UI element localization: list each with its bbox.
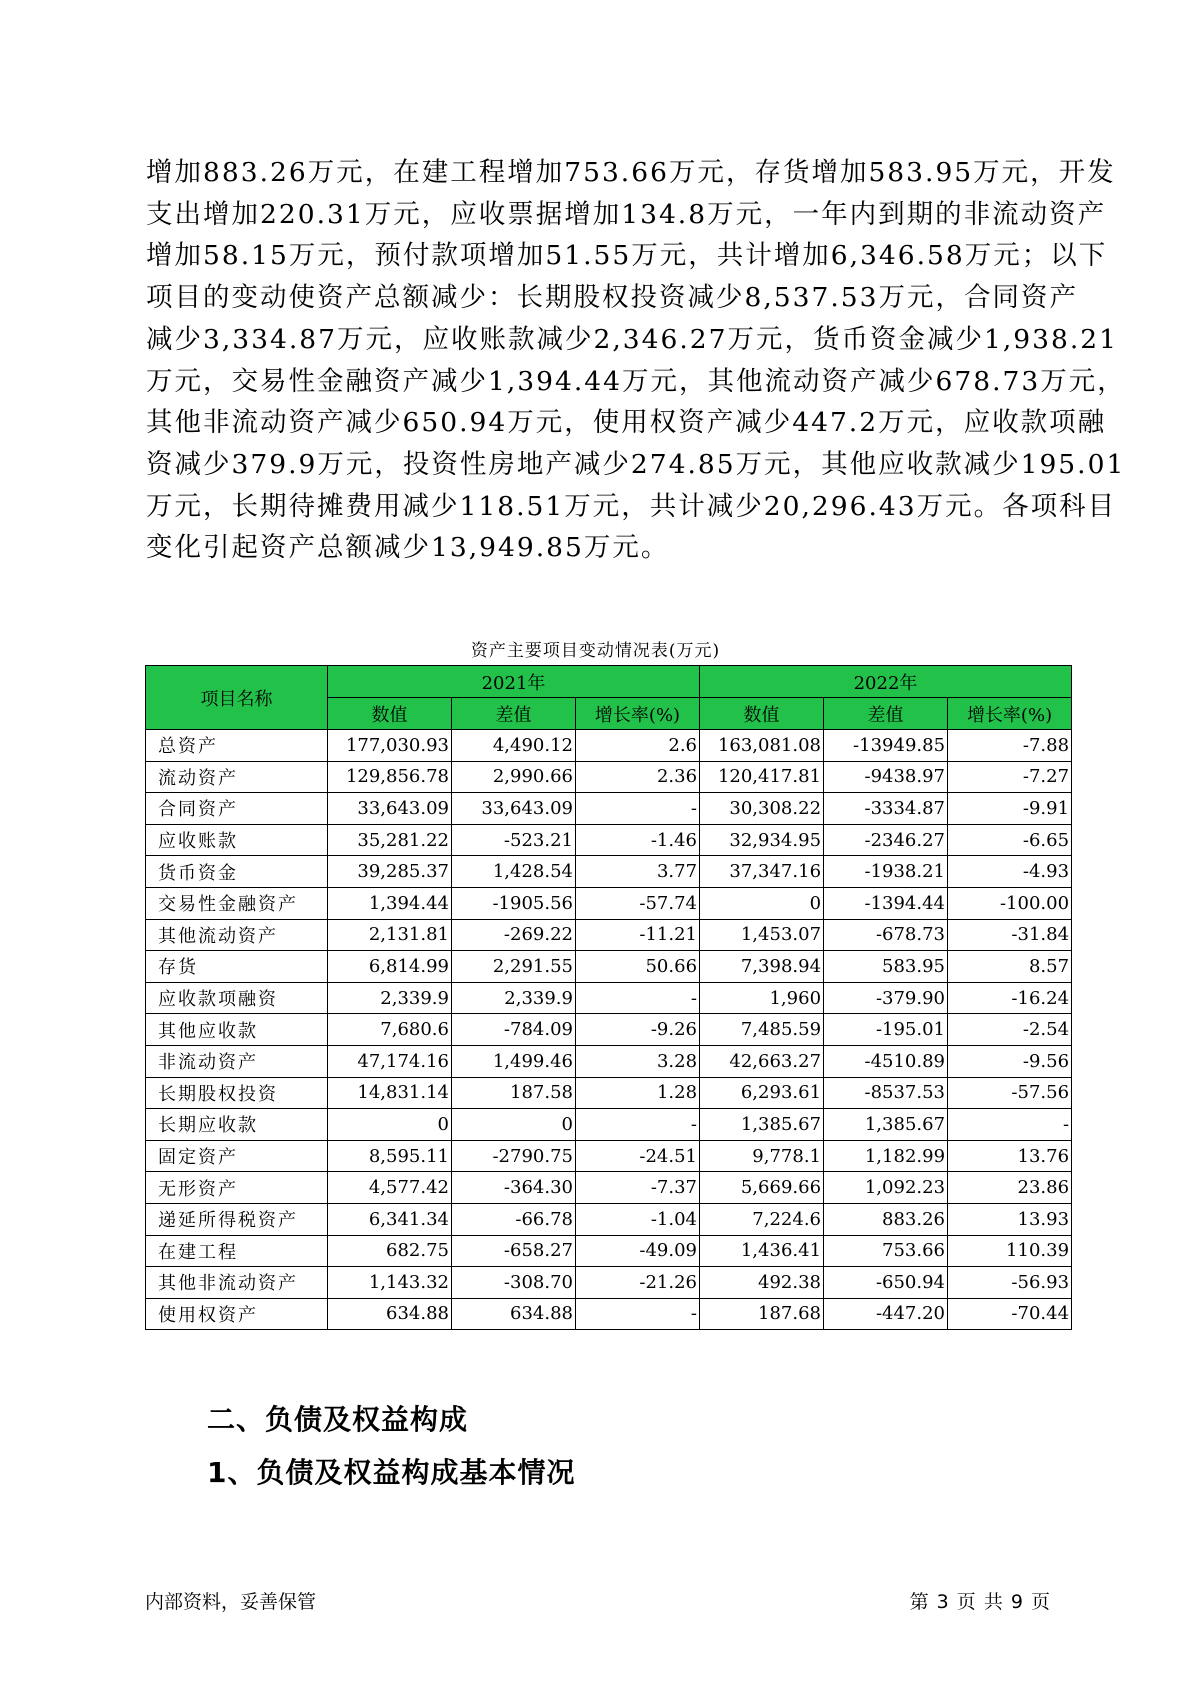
paragraph-line: 万元，交易性金融资产减少1,394.44万元，其他流动资产减少678.73万元， — [146, 365, 1126, 397]
table-cell-value: 42,663.27 — [700, 1045, 824, 1077]
table-cell-value: -658.27 — [452, 1235, 576, 1267]
table-cell-value: -523.21 — [452, 824, 576, 856]
table-row — [146, 1203, 1072, 1235]
table-cell-value: -66.78 — [452, 1203, 576, 1235]
table-row — [146, 982, 1072, 1014]
table-row — [146, 919, 1072, 951]
table-cell-value: 187.58 — [452, 1077, 576, 1109]
table-cell-value: -3334.87 — [824, 793, 948, 825]
table-cell-value: -16.24 — [948, 982, 1072, 1014]
subheader-value: 数值 — [328, 698, 452, 730]
table-cell-value: 0 — [700, 887, 824, 919]
table-cell-value: 8,595.11 — [328, 1140, 452, 1172]
table-cell-item: 合同资产 — [146, 793, 328, 825]
table-cell-value: -308.70 — [452, 1267, 576, 1299]
table-cell-value: 37,347.16 — [700, 856, 824, 888]
table-cell-value: -49.09 — [576, 1235, 700, 1267]
table-cell-value: 1,385.67 — [824, 1109, 948, 1141]
table-cell-value: 1,436.41 — [700, 1235, 824, 1267]
paragraph-line: 变化引起资产总额减少13,949.85万元。 — [146, 532, 670, 564]
table-cell-value: -100.00 — [948, 887, 1072, 919]
table-cell-item: 其他流动资产 — [146, 919, 328, 951]
table-cell-value: 753.66 — [824, 1235, 948, 1267]
table-cell-item: 流动资产 — [146, 761, 328, 793]
table-cell-value: -2.54 — [948, 1014, 1072, 1046]
table-cell-value: 883.26 — [824, 1203, 948, 1235]
table-cell-value: -1394.44 — [824, 887, 948, 919]
table-cell-value: 1,182.99 — [824, 1140, 948, 1172]
table-cell-value: -57.56 — [948, 1077, 1072, 1109]
table-row — [146, 761, 1072, 793]
table-cell-value: 6,293.61 — [700, 1077, 824, 1109]
table-cell-value: - — [576, 982, 700, 1014]
table-cell-value: 1,143.32 — [328, 1267, 452, 1299]
table-row — [146, 824, 1072, 856]
table-row — [146, 951, 1072, 983]
table-cell-value: 1,499.46 — [452, 1045, 576, 1077]
table-cell-value: 8.57 — [948, 951, 1072, 983]
table-cell-item: 应收款项融资 — [146, 982, 328, 1014]
table-cell-value: 634.88 — [328, 1298, 452, 1330]
table-cell-value: 4,577.42 — [328, 1172, 452, 1204]
table-cell-value: -1905.56 — [452, 887, 576, 919]
table-cell-value: 7,224.6 — [700, 1203, 824, 1235]
table-cell-item: 使用权资产 — [146, 1298, 328, 1330]
table-cell-value: 6,814.99 — [328, 951, 452, 983]
table-cell-value: 39,285.37 — [328, 856, 452, 888]
table-cell-value: 7,485.59 — [700, 1014, 824, 1046]
table-cell-value: -447.20 — [824, 1298, 948, 1330]
table-cell-value: 0 — [452, 1109, 576, 1141]
table-cell-value: -9438.97 — [824, 761, 948, 793]
header-year-2021: 2021年 — [328, 666, 700, 698]
paragraph-line: 万元，长期待摊费用减少118.51万元，共计减少20,296.43万元。各项科目 — [146, 490, 1117, 522]
table-cell-value: 13.76 — [948, 1140, 1072, 1172]
table-cell-value: 682.75 — [328, 1235, 452, 1267]
table-cell-value: 2,339.9 — [452, 982, 576, 1014]
paragraph-line: 增加883.26万元，在建工程增加753.66万元，存货增加583.95万元，开发 — [146, 157, 1116, 188]
table-cell-value: 5,669.66 — [700, 1172, 824, 1204]
table-cell-value: 47,174.16 — [328, 1045, 452, 1077]
table-cell-value: -4510.89 — [824, 1045, 948, 1077]
table-cell-value: 2.36 — [576, 761, 700, 793]
table-cell-value: -784.09 — [452, 1014, 576, 1046]
table-cell-value: 1,385.67 — [700, 1109, 824, 1141]
table-cell-value: 1,092.23 — [824, 1172, 948, 1204]
table-cell-value: 2,990.66 — [452, 761, 576, 793]
table-cell-value: - — [576, 1298, 700, 1330]
table-row — [146, 1298, 1072, 1330]
table-cell-value: -364.30 — [452, 1172, 576, 1204]
table-cell-value: 583.95 — [824, 951, 948, 983]
table-cell-value: -70.44 — [948, 1298, 1072, 1330]
table-cell-value: -11.21 — [576, 919, 700, 951]
table-cell-item: 长期股权投资 — [146, 1077, 328, 1109]
table-cell-value: 1,453.07 — [700, 919, 824, 951]
table-cell-value: -8537.53 — [824, 1077, 948, 1109]
table-cell-value: 33,643.09 — [452, 793, 576, 825]
table-cell-value: 13.93 — [948, 1203, 1072, 1235]
table-cell-value: -9.26 — [576, 1014, 700, 1046]
table-row — [146, 1045, 1072, 1077]
table-cell-value: 7,680.6 — [328, 1014, 452, 1046]
table-row — [146, 887, 1072, 919]
table-cell-value: -678.73 — [824, 919, 948, 951]
table-row — [146, 1235, 1072, 1267]
footer-confidential-note: 内部资料，妥善保管 — [145, 1591, 317, 1613]
paragraph-line: 资减少379.9万元，投资性房地产减少274.85万元，其他应收款减少195.01 — [146, 448, 1126, 480]
header-year-2022: 2022年 — [700, 666, 1072, 698]
table-cell-item: 交易性金融资产 — [146, 887, 328, 919]
table-cell-value: 129,856.78 — [328, 761, 452, 793]
paragraph-line: 其他非流动资产减少650.94万元，使用权资产减少447.2万元，应收款项融 — [146, 407, 1107, 439]
table-cell-value: 3.28 — [576, 1045, 700, 1077]
table-cell-value: -24.51 — [576, 1140, 700, 1172]
table-cell-value: 1,960 — [700, 982, 824, 1014]
table-cell-value: -1.46 — [576, 824, 700, 856]
table-cell-value: 33,643.09 — [328, 793, 452, 825]
table-cell-value: -57.74 — [576, 887, 700, 919]
table-caption: 资产主要项目变动情况表(万元) — [470, 641, 721, 661]
table-row — [146, 856, 1072, 888]
table-cell-value: 1,394.44 — [328, 887, 452, 919]
table-cell-value: -379.90 — [824, 982, 948, 1014]
table-cell-item: 长期应收款 — [146, 1109, 328, 1141]
table-cell-value: -1.04 — [576, 1203, 700, 1235]
table-row — [146, 1267, 1072, 1299]
table-cell-item: 非流动资产 — [146, 1045, 328, 1077]
paragraph-line: 项目的变动使资产总额减少：长期股权投资减少8,537.53万元，合同资产 — [146, 282, 1079, 314]
table-cell-value: 120,417.81 — [700, 761, 824, 793]
subheader-growth-rate: 增长率(%) — [576, 698, 700, 730]
paragraph-line: 增加58.15万元，预付款项增加51.55万元，共计增加6,346.58万元；以下 — [146, 240, 1108, 272]
table-row — [146, 1109, 1072, 1141]
table-cell-value: 7,398.94 — [700, 951, 824, 983]
table-cell-value: -9.91 — [948, 793, 1072, 825]
table-cell-value: 35,281.22 — [328, 824, 452, 856]
table-cell-value: 2,291.55 — [452, 951, 576, 983]
table-cell-value: -7.37 — [576, 1172, 700, 1204]
table-cell-item: 应收账款 — [146, 824, 328, 856]
table-cell-item: 在建工程 — [146, 1235, 328, 1267]
table-cell-value: - — [576, 1109, 700, 1141]
table-cell-value: -21.26 — [576, 1267, 700, 1299]
asset-change-table — [145, 665, 1072, 1330]
table-cell-item: 存货 — [146, 951, 328, 983]
table-cell-value: -2790.75 — [452, 1140, 576, 1172]
table-cell-value: 492.38 — [700, 1267, 824, 1299]
table-row — [146, 1077, 1072, 1109]
table-cell-value: 3.77 — [576, 856, 700, 888]
table-cell-value: 110.39 — [948, 1235, 1072, 1267]
subheader-difference: 差值 — [824, 698, 948, 730]
table-cell-item: 无形资产 — [146, 1172, 328, 1204]
table-cell-value: -7.88 — [948, 730, 1072, 762]
table-cell-item: 其他非流动资产 — [146, 1267, 328, 1299]
table-cell-value: -31.84 — [948, 919, 1072, 951]
table-cell-item: 总资产 — [146, 730, 328, 762]
table-cell-value: 4,490.12 — [452, 730, 576, 762]
table-cell-value: 23.86 — [948, 1172, 1072, 1204]
footer-page-number: 第 3 页 共 9 页 — [909, 1591, 1051, 1613]
subsection-heading: 1、负债及权益构成基本情况 — [207, 1456, 576, 1489]
paragraph-line: 减少3,334.87万元，应收账款减少2,346.27万元，货币资金减少1,938.21 — [146, 323, 1119, 355]
table-cell-value: -269.22 — [452, 919, 576, 951]
table-cell-item: 递延所得税资产 — [146, 1203, 328, 1235]
table-cell-value: -9.56 — [948, 1045, 1072, 1077]
table-cell-value: -56.93 — [948, 1267, 1072, 1299]
table-cell-value: 1,428.54 — [452, 856, 576, 888]
subheader-difference: 差值 — [452, 698, 576, 730]
table-cell-value: 163,081.08 — [700, 730, 824, 762]
body-paragraph — [146, 152, 1126, 569]
header-item-name: 项目名称 — [146, 666, 328, 730]
table-cell-value: 2.6 — [576, 730, 700, 762]
table-cell-value: 1.28 — [576, 1077, 700, 1109]
table-cell-value: 634.88 — [452, 1298, 576, 1330]
table-cell-value: -650.94 — [824, 1267, 948, 1299]
table-cell-value: -1938.21 — [824, 856, 948, 888]
table-cell-value: -13949.85 — [824, 730, 948, 762]
table-body — [146, 730, 1072, 1330]
table-cell-value: 6,341.34 — [328, 1203, 452, 1235]
table-cell-value: 177,030.93 — [328, 730, 452, 762]
table-cell-value: 14,831.14 — [328, 1077, 452, 1109]
table-row — [146, 793, 1072, 825]
table-row — [146, 1140, 1072, 1172]
table-cell-item: 其他应收款 — [146, 1014, 328, 1046]
paragraph-line: 支出增加220.31万元，应收票据增加134.8万元，一年内到期的非流动资产 — [146, 198, 1107, 230]
section-heading: 二、负债及权益构成 — [207, 1403, 469, 1436]
table-cell-value: - — [576, 793, 700, 825]
table-cell-value: -195.01 — [824, 1014, 948, 1046]
table-cell-item: 货币资金 — [146, 856, 328, 888]
table-cell-value: -6.65 — [948, 824, 1072, 856]
table-cell-value: 30,308.22 — [700, 793, 824, 825]
subheader-growth-rate: 增长率(%) — [948, 698, 1072, 730]
table-cell-value: 2,131.81 — [328, 919, 452, 951]
table-cell-item: 固定资产 — [146, 1140, 328, 1172]
table-cell-value: -2346.27 — [824, 824, 948, 856]
table-cell-value: - — [948, 1109, 1072, 1141]
table-row — [146, 730, 1072, 762]
table-cell-value: -4.93 — [948, 856, 1072, 888]
subheader-value: 数值 — [700, 698, 824, 730]
table-row — [146, 1172, 1072, 1204]
table-cell-value: 0 — [328, 1109, 452, 1141]
table-cell-value: 32,934.95 — [700, 824, 824, 856]
table-cell-value: 9,778.1 — [700, 1140, 824, 1172]
table-cell-value: 187.68 — [700, 1298, 824, 1330]
table-row — [146, 1014, 1072, 1046]
table-header-row — [146, 666, 1072, 698]
table-cell-value: -7.27 — [948, 761, 1072, 793]
table-cell-value: 2,339.9 — [328, 982, 452, 1014]
table-cell-value: 50.66 — [576, 951, 700, 983]
